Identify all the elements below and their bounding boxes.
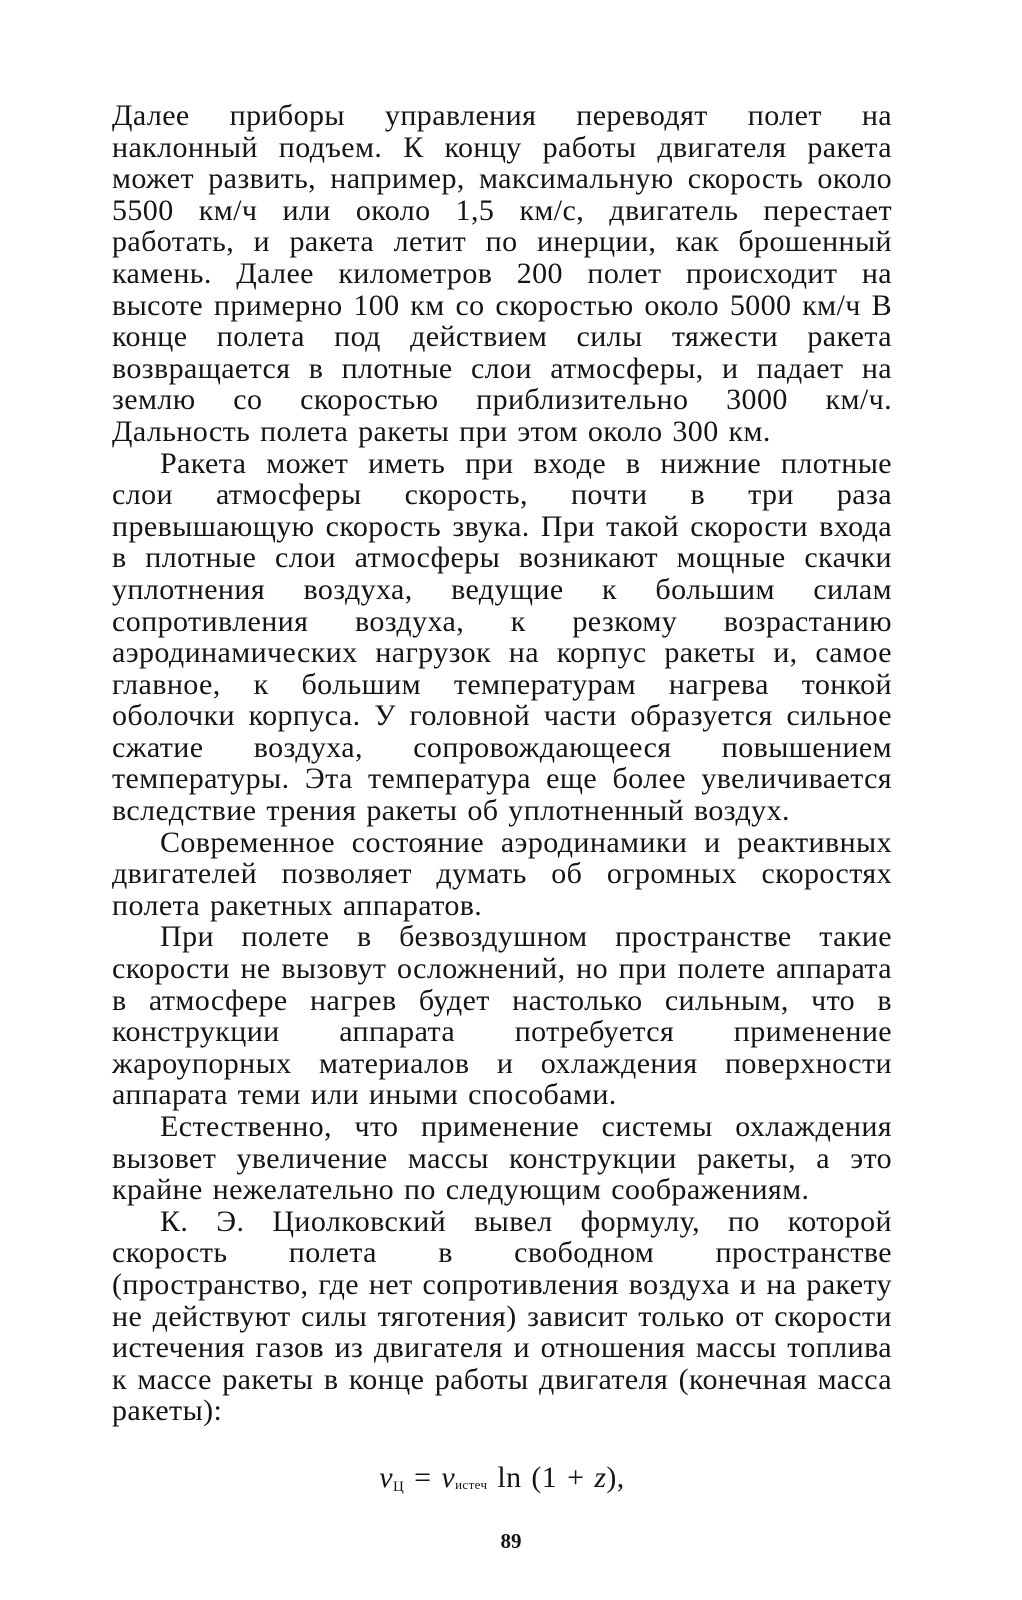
page-number: 89 <box>500 1529 522 1553</box>
formula-lhs-sub: Ц <box>392 1478 405 1495</box>
paragraph-2: Ракета может иметь при входе в нижние плотные слои атмосферы скорость, почти в три раза превышающую скорость звука. При такой скорости входа в плотные слои атмосферы возникают мощные скачки уплотнения воздуха, ведущие к большим силам сопротивления воздуха, к резкому возрастанию аэродинамических нагрузок на корпус ракеты и, самое главное, к большим температурам нагрева тонкой оболочки корпуса. У головной части образуется сильное сжатие воздуха, сопровождающееся повышением температуры. Эта температура еще более увеличивается вследствие трения ракеты об уплотненный воздух. <box>112 446 892 828</box>
tsiolkovsky-formula <box>112 1461 892 1504</box>
formula-tail: ), <box>606 1460 625 1494</box>
formula-rhs-var: v <box>441 1460 456 1494</box>
formula-rhs-rest: ln (1 + <box>487 1460 595 1494</box>
paragraph-3: Современное состояние аэродинамики и реактивных двигателей позволяет думать об огромных скоростях полета ракетных аппаратов. <box>112 825 892 922</box>
formula-z-var: z <box>594 1460 607 1494</box>
paragraph-1: Далее приборы управления переводят полет на наклонный подъем. К концу работы двигателя ракета может развить, например, максимальную скорость около 5500 км/ч или около 1,5 км/с, двигатель перестает работать, и ракета летит по инерции, как брошенный камень. Далее километров 200 полет происходит на высоте примерно 100 км со скоростью около 5000 км/ч В конце полета под действием силы тяжести ракета возвращается в плотные слои атмосферы, и падает на землю со скоростью приблизительно 3000 км/ч. Дальность полета ракеты при этом около 300 км. <box>112 99 892 448</box>
formula-rhs-sub: истеч <box>455 1476 488 1492</box>
formula-lhs-var: v <box>379 1460 393 1494</box>
paragraph-6: К. Э. Циолковский вывел формулу, по которой скорость полета в свободном пространстве (пространство, где нет сопротивления воздуха и на ракету не действуют силы тяготения) зависит только от скорости истечения газов из двигателя и отношения массы топлива к массе ракеты в конце работы двигателя (конечная масса ракеты): <box>112 1204 892 1428</box>
formula-equals: = <box>414 1460 432 1494</box>
paragraph-4: При полете в безвоздушном пространстве такие скорости не вызовут осложнений, но при полете аппарата в атмосфере нагрев будет настолько сильным, что в конструкции аппарата потребуется применение жароупорных материалов и охлаждения поверхности аппарата теми или иными способами. <box>112 920 892 1112</box>
page-body <box>112 100 892 1504</box>
paragraph-5: Естественно, что применение системы охлаждения вызовет увеличение массы конструкции ракеты, а это крайне нежелательно по следующим соображениям. <box>112 1110 892 1207</box>
